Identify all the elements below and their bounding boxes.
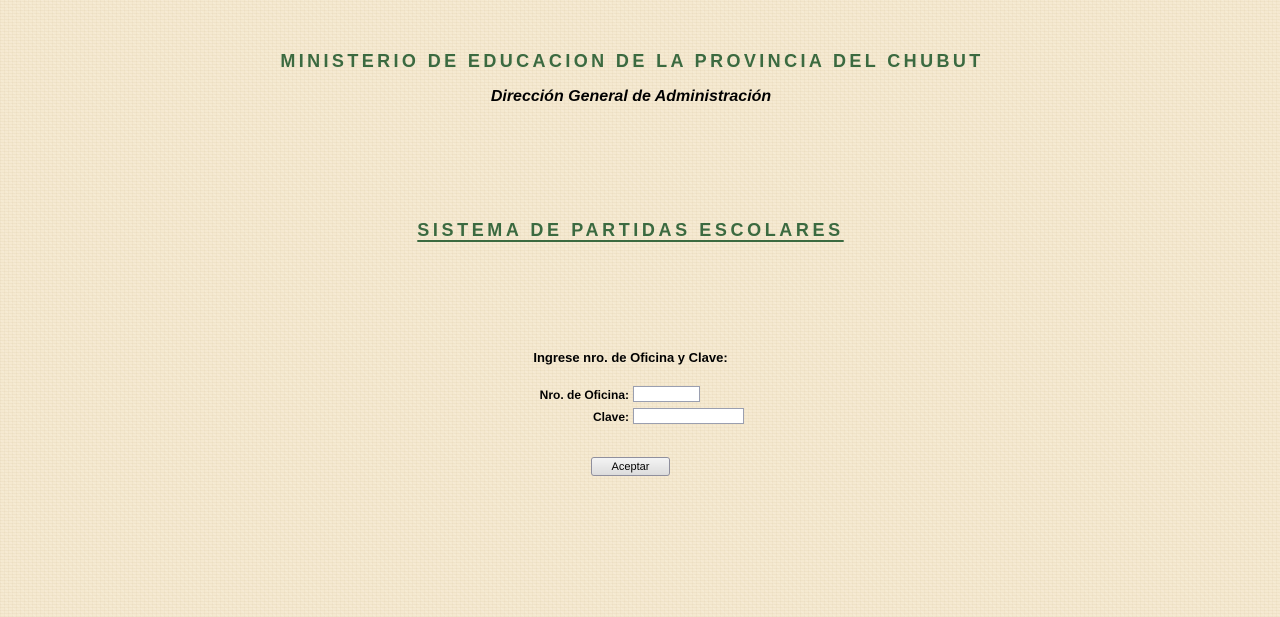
office-row — [0, 386, 1280, 404]
accept-button[interactable]: Aceptar — [591, 457, 670, 476]
system-title — [0, 215, 1261, 243]
system-title-text: SISTEMA DE PARTIDAS ESCOLARES — [417, 220, 844, 240]
ministry-title: MINISTERIO DE EDUCACION DE LA PROVINCIA DEL CHUBUT — [280, 51, 984, 71]
password-input[interactable] — [633, 408, 744, 424]
password-label: Clave: — [592, 410, 629, 424]
ministry-subtitle: Dirección General de Administración — [490, 88, 772, 105]
password-row — [0, 408, 1280, 426]
office-number-input[interactable] — [633, 386, 700, 402]
office-number-label: Nro. de Oficina: — [539, 388, 629, 402]
login-prompt: Ingrese nro. de Oficina y Clave: — [533, 350, 728, 365]
